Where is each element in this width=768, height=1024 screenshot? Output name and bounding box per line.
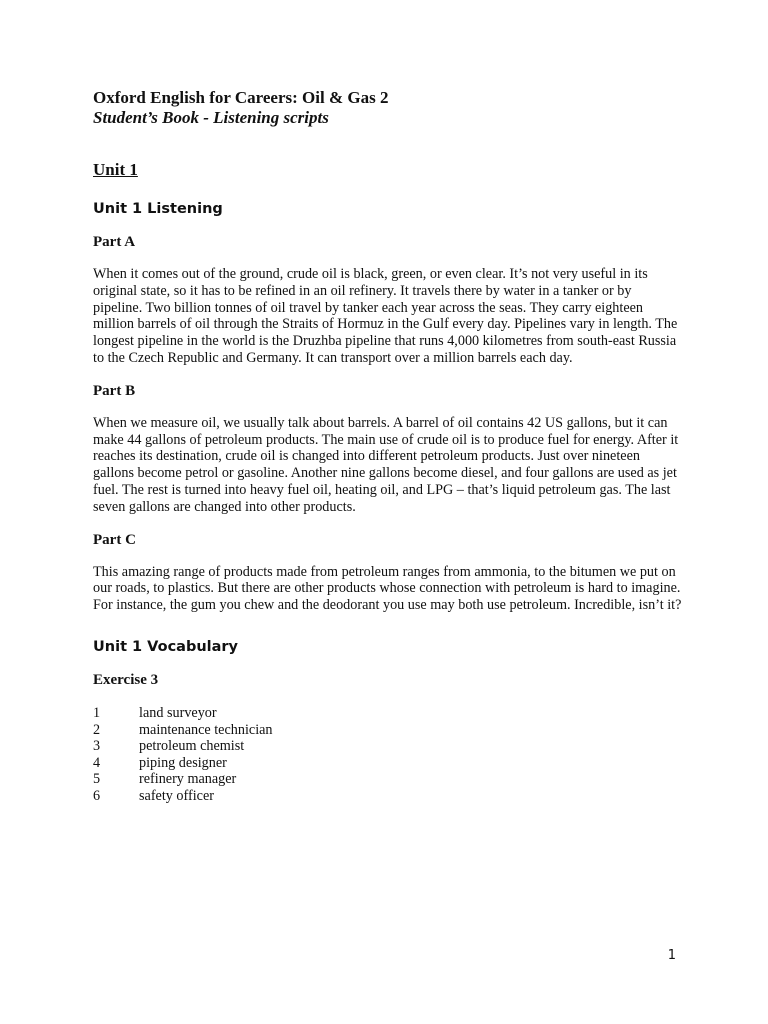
list-item-text: piping designer bbox=[139, 754, 227, 771]
list-item-text: petroleum chemist bbox=[139, 738, 245, 755]
vocabulary-heading: Unit 1 Vocabulary bbox=[93, 638, 239, 655]
list-item-number: 4 bbox=[93, 754, 101, 771]
list-item-number: 1 bbox=[93, 704, 101, 721]
part-c-section bbox=[93, 531, 683, 614]
part-b-section bbox=[93, 382, 683, 516]
part-c-text: This amazing range of products made from petroleum ranges from ammonia, to the bitumen we put on our roads, to plastics. But there are other products whose connection with petroleum is hard to imagine. For instance, the gum you chew and the deodorant you use may both use petroleum. Incredible, isn’t it? bbox=[93, 563, 682, 614]
part-a-heading: Part A bbox=[93, 234, 136, 250]
part-b-text: When we measure oil, we usually talk about barrels. A barrel of oil contains 42 US gallons, but it can make 44 gallons of petroleum products. The main use of crude oil is to produce fuel for energy. After it reaches its destination, crude oil is changed into different petroleum products. Just over nineteen gallons become petrol or gasoline. Another nine gallons become diesel, and four gallons are used as jet fuel. The rest is turned into heavy fuel oil, heating oil, and LPG – that’s liquid petroleum gas. The last seven gallons are changed into other products. bbox=[93, 414, 679, 515]
document-content bbox=[93, 88, 683, 805]
document-title: Oxford English for Careers: Oil & Gas 2 bbox=[93, 88, 389, 107]
unit-heading: Unit 1 bbox=[93, 160, 138, 179]
page-number: 1 bbox=[667, 948, 676, 963]
list-item bbox=[93, 755, 683, 772]
list-item-text: land surveyor bbox=[139, 704, 217, 721]
list-item-text: safety officer bbox=[139, 787, 214, 804]
list-item-text: refinery manager bbox=[139, 771, 237, 788]
list-item bbox=[93, 722, 683, 739]
part-a-section bbox=[93, 233, 683, 367]
part-b-heading: Part B bbox=[93, 382, 136, 399]
list-item-number: 2 bbox=[93, 721, 101, 738]
exercise-3-heading: Exercise 3 bbox=[93, 671, 159, 688]
list-item bbox=[93, 771, 683, 788]
list-item-number: 5 bbox=[93, 771, 101, 788]
vocabulary-list bbox=[93, 705, 683, 805]
list-item-text: maintenance technician bbox=[139, 721, 273, 738]
list-item bbox=[93, 788, 683, 805]
part-c-heading: Part C bbox=[93, 531, 136, 548]
list-item bbox=[93, 705, 683, 722]
part-a-text: When it comes out of the ground, crude oil is black, green, or even clear. It’s not very useful in its original state, so it has to be refined in an oil refinery. It travels there by water in a tanker or by pipeline. Two billion tonnes of oil travel by tanker each year across the seas. They carry eighteen million barrels of oil through the Straits of Hormuz in the Gulf every day. Pipelines vary in length. The longest pipeline in the world is the Druzhba pipeline that runs 4,000 kilometres from south-east Russia to the Czech Republic and Germany. It can transport over a million barrels each day. bbox=[93, 266, 678, 366]
list-item-number: 3 bbox=[93, 738, 101, 755]
document-subtitle: Student’s Book - Listening scripts bbox=[93, 108, 329, 127]
list-item bbox=[93, 738, 683, 755]
list-item-number: 6 bbox=[93, 787, 101, 804]
listening-heading: Unit 1 Listening bbox=[93, 201, 223, 217]
